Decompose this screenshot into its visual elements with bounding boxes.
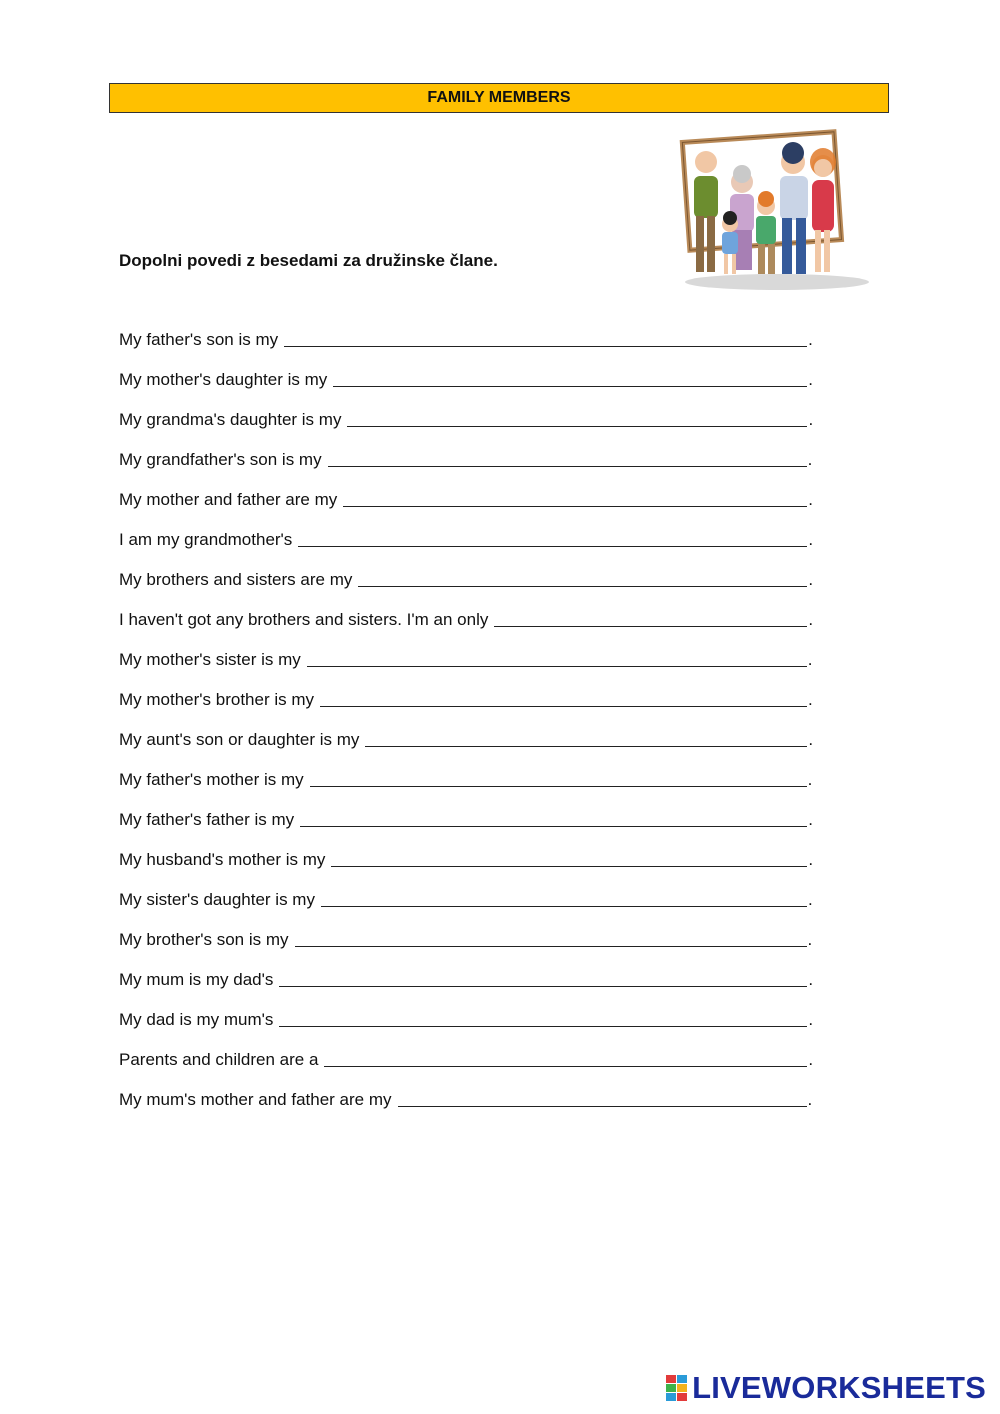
exercise-row: [119, 328, 839, 368]
logo-blocks-icon: [666, 1375, 688, 1401]
answer-blank[interactable]: [310, 768, 807, 787]
sentence-end: .: [808, 970, 814, 989]
sentence-end: .: [807, 890, 813, 909]
sentence-prompt: My sister's daughter is my: [119, 890, 315, 909]
sentence-end: .: [807, 450, 813, 469]
sentence-prompt: My mother's daughter is my: [119, 370, 328, 389]
sentence-end: .: [808, 850, 814, 869]
answer-blank[interactable]: [279, 1008, 807, 1027]
page-title: FAMILY MEMBERS: [427, 89, 571, 106]
sentence-end: .: [808, 810, 813, 829]
exercise-row: [119, 1008, 839, 1048]
exercise-row: [119, 488, 839, 528]
sentence-prompt: My brother's son is my: [119, 930, 289, 949]
exercise-row: [119, 528, 839, 568]
sentence-prompt: My mother's brother is my: [119, 690, 315, 709]
sentence-end: .: [808, 730, 814, 749]
exercise-row: [119, 608, 839, 648]
sentence-prompt: My aunt's son or daughter is my: [119, 730, 360, 749]
sentence-prompt: My father's mother is my: [119, 770, 304, 789]
exercise-row: [119, 648, 839, 688]
answer-blank[interactable]: [331, 848, 807, 867]
answer-blank[interactable]: [324, 1048, 807, 1067]
sentence-prompt: My brothers and sisters are my: [119, 570, 353, 589]
answer-blank[interactable]: [343, 488, 807, 507]
sentence-prompt: Parents and children are a: [119, 1050, 319, 1069]
sentence-end: .: [808, 690, 813, 709]
sentence-end: .: [808, 330, 813, 349]
exercise-row: [119, 448, 839, 488]
exercise-row: [119, 1048, 839, 1088]
sentence-end: .: [807, 650, 813, 669]
exercise-row: [119, 808, 839, 848]
sentence-end: .: [808, 570, 814, 589]
title-bar: [109, 83, 889, 113]
answer-blank[interactable]: [320, 688, 807, 707]
answer-blank[interactable]: [295, 928, 807, 947]
exercise-row: [119, 968, 839, 1008]
exercise-row: [119, 888, 839, 928]
exercise-row: [119, 768, 839, 808]
sentence-prompt: My grandma's daughter is my: [119, 410, 342, 429]
exercise-row: [119, 368, 839, 408]
answer-blank[interactable]: [358, 568, 807, 587]
sentence-prompt: My mother and father are my: [119, 490, 338, 509]
sentence-end: .: [807, 930, 813, 949]
sentence-prompt: My mother's sister is my: [119, 650, 301, 669]
sentence-end: .: [808, 410, 814, 429]
sentence-end: .: [808, 530, 814, 549]
sentence-end: .: [808, 370, 813, 389]
liveworksheets-logo: [666, 1370, 986, 1406]
answer-blank[interactable]: [279, 968, 807, 987]
sentence-end: .: [808, 490, 813, 509]
sentence-prompt: My mum is my dad's: [119, 970, 274, 989]
sentence-prompt: I haven't got any brothers and sisters. I'm an only: [119, 610, 489, 629]
exercise-row: [119, 928, 839, 968]
sentence-prompt: My dad is my mum's: [119, 1010, 274, 1029]
exercise-row: [119, 1088, 839, 1128]
family-illustration: [672, 126, 882, 294]
exercise-list: [119, 328, 839, 1128]
sentence-end: .: [807, 770, 813, 789]
sentence-prompt: My father's father is my: [119, 810, 295, 829]
sentence-prompt: My husband's mother is my: [119, 850, 326, 869]
answer-blank[interactable]: [347, 408, 807, 427]
answer-blank[interactable]: [328, 448, 807, 467]
instruction-text: Dopolni povedi z besedami za družinske člane.: [119, 251, 498, 270]
answer-blank[interactable]: [494, 608, 807, 627]
exercise-row: [119, 408, 839, 448]
exercise-row: [119, 728, 839, 768]
answer-blank[interactable]: [307, 648, 807, 667]
sentence-prompt: My mum's mother and father are my: [119, 1090, 392, 1109]
sentence-end: .: [808, 1010, 814, 1029]
sentence-end: .: [808, 610, 814, 629]
answer-blank[interactable]: [298, 528, 807, 547]
exercise-row: [119, 568, 839, 608]
answer-blank[interactable]: [333, 368, 807, 387]
sentence-end: .: [807, 1090, 813, 1109]
answer-blank[interactable]: [365, 728, 807, 747]
exercise-row: [119, 848, 839, 888]
exercise-row: [119, 688, 839, 728]
answer-blank[interactable]: [300, 808, 807, 827]
answer-blank[interactable]: [321, 888, 807, 907]
sentence-prompt: My father's son is my: [119, 330, 279, 349]
logo-text: LIVEWORKSHEETS: [692, 1370, 986, 1405]
answer-blank[interactable]: [398, 1088, 807, 1107]
sentence-end: .: [808, 1050, 814, 1069]
answer-blank[interactable]: [284, 328, 807, 347]
sentence-prompt: I am my grandmother's: [119, 530, 293, 549]
sentence-prompt: My grandfather's son is my: [119, 450, 322, 469]
